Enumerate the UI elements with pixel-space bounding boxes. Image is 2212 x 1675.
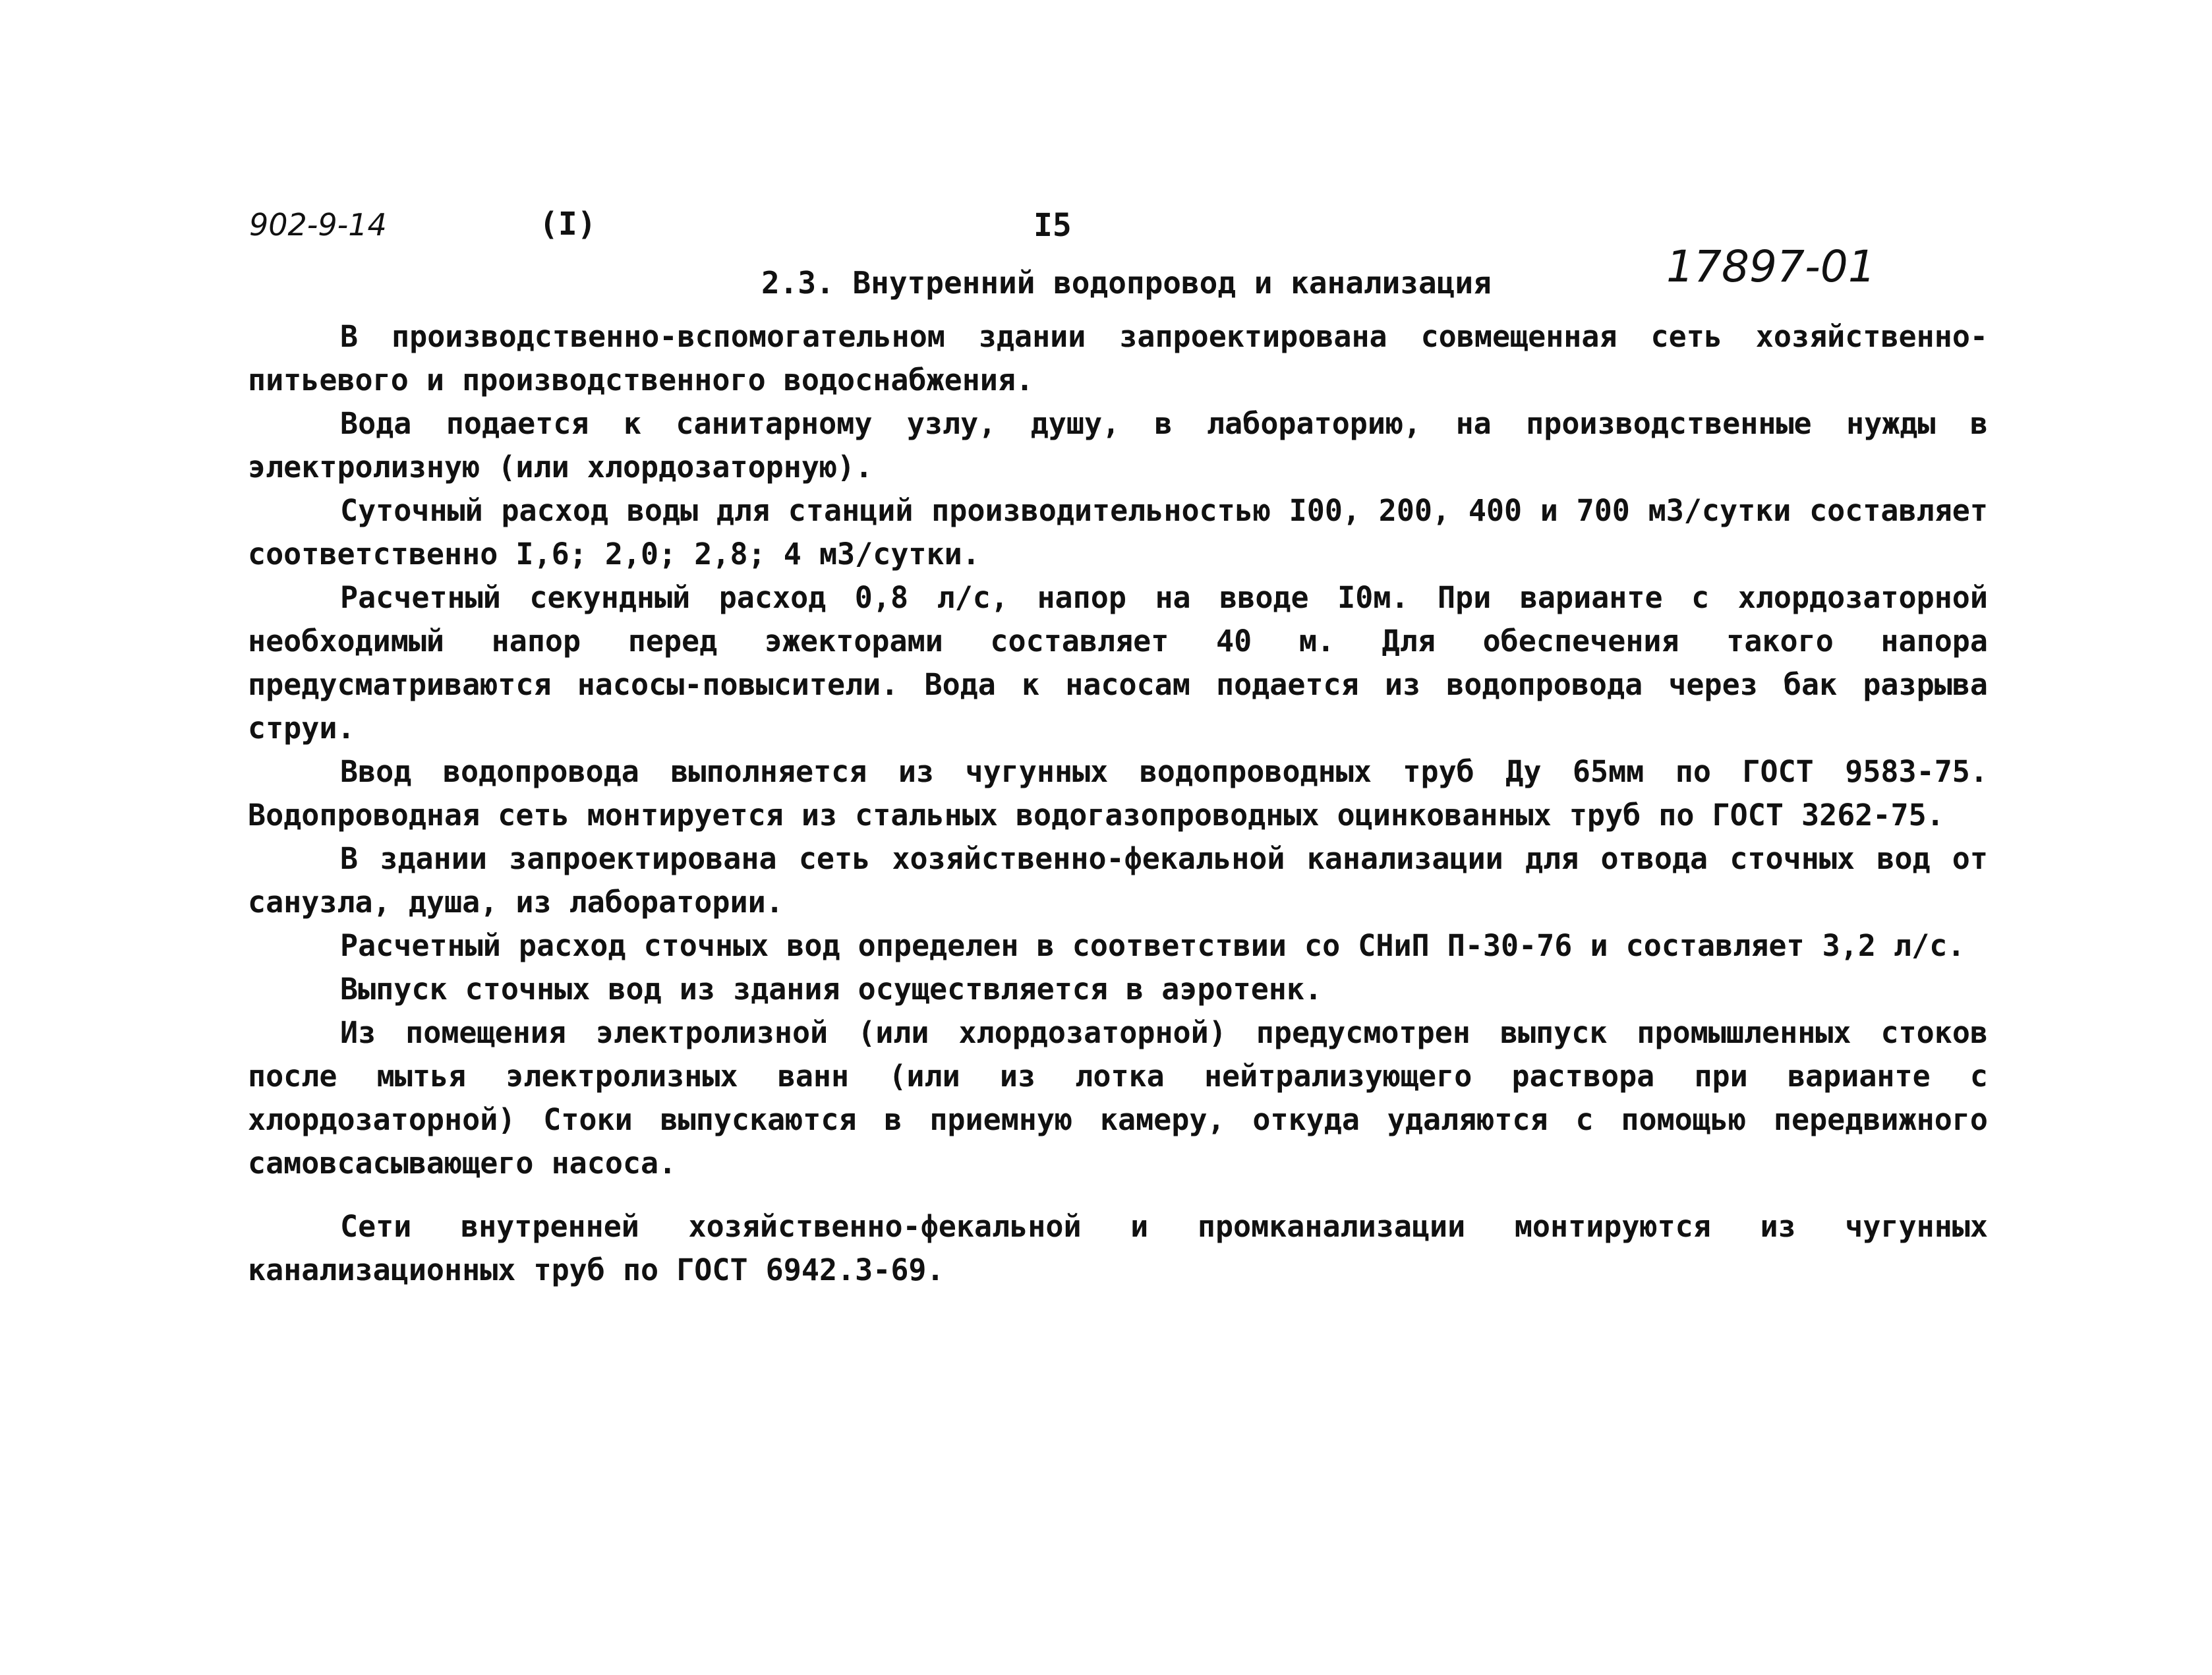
archive-number: 17897-01 <box>1666 241 1876 292</box>
paragraph: Суточный расход воды для станций производительностью I00, 200, 400 и 700 м3/сутки составляет соответственно I,6; 2,0; 2,8; 4 м3/сутки. <box>248 493 1988 572</box>
document-code: 902-9-14 <box>249 207 387 243</box>
paragraph: Расчетный секундный расход 0,8 л/с, напор на вводе I0м. При варианте с хлордозаторной необходимый напор перед эжекторами составляет 40 м. Для обеспечения такого напора предусматриваются насосы-повысители. Вода к насосам подается из водопровода через бак разрыва струи. <box>248 580 1988 746</box>
paragraph: В производственно-вспомогательном здании запроектирована совмещенная сеть хозяйственно-питьевого и производственного водоснабжения. <box>248 319 1988 397</box>
part-number: (I) <box>539 206 597 243</box>
body-text <box>248 315 1988 1292</box>
paragraph: Выпуск сточных вод из здания осуществляется в аэротенк. <box>340 972 1323 1007</box>
section-title: 2.3. Внутренний водопровод и канализация <box>761 265 1492 301</box>
paragraph: Сети внутренней хозяйственно-фекальной и промканализации монтируются из чугунных канализационных труб по ГОСТ 6942.3-69. <box>248 1209 1988 1287</box>
page-number: I5 <box>1033 207 1072 244</box>
paragraph: В здании запроектирована сеть хозяйственно-фекальной канализации для отвода сточных вод от санузла, душа, из лаборатории. <box>248 841 1988 920</box>
paragraph: Из помещения электролизной (или хлордозаторной) предусмотрен выпуск промышленных стоков после мытья электролизных ванн (или из лотка нейтрализующего раствора при варианте с хлордозаторной) Стоки выпускаются в приемную камеру, откуда удаляются с помощью передвижного самовсасывающего насоса. <box>248 1015 1988 1181</box>
paragraph: Расчетный расход сточных вод определен в соответствии со СНиП П-30-76 и составляет 3,2 л/с. <box>340 928 1965 963</box>
paragraph: Ввод водопровода выполняется из чугунных водопроводных труб Ду 65мм по ГОСТ 9583-75. Водопроводная сеть монтируется из стальных водогазопроводных оцинкованных труб по ГОСТ 3262-75. <box>248 754 1988 833</box>
paragraph: Вода подается к санитарному узлу, душу, в лабораторию, на производственные нужды в электролизную (или хлордозаторную). <box>248 406 1988 485</box>
